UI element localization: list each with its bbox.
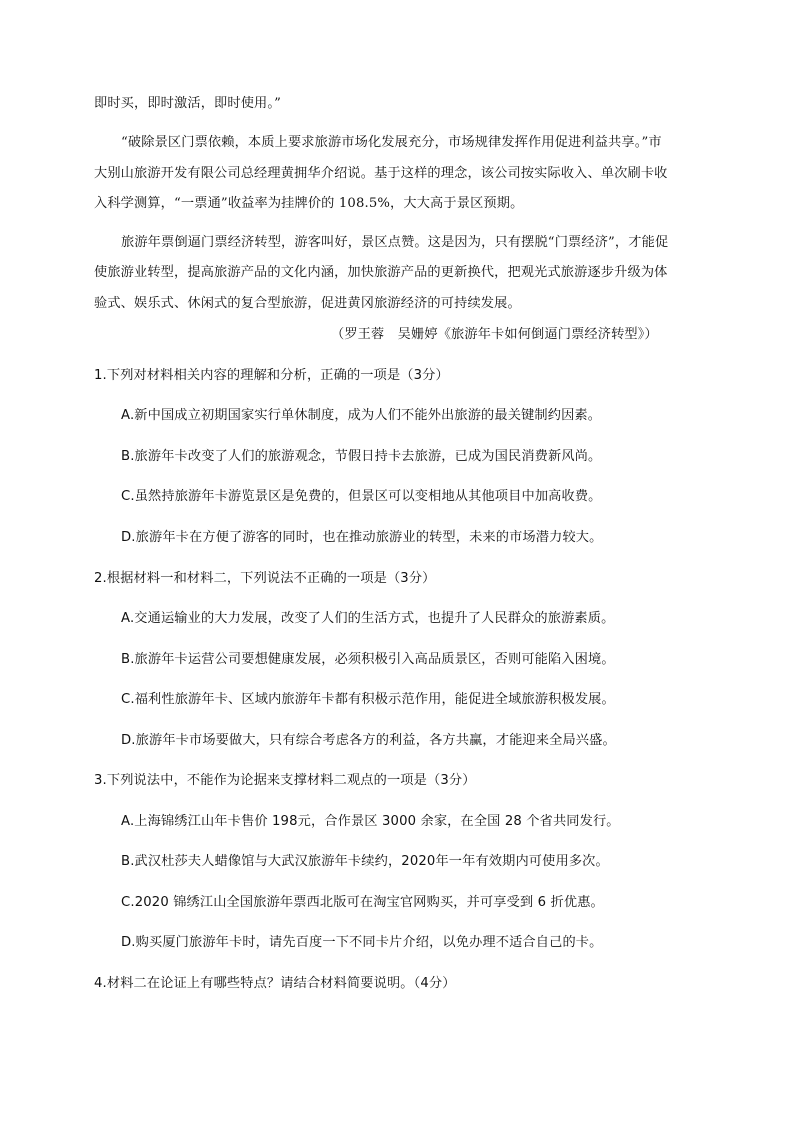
question-option: C.福利性旅游年卡、区域内旅游年卡都有积极示范作用，能促进全域旅游积极发展。 (121, 692, 615, 707)
question-option: B.武汉杜莎夫人蜡像馆与大武汉旅游年卡续约，2020年一年有效期内可使用多次。 (121, 854, 609, 869)
passage-line: 验式、娱乐式、休闲式的复合型旅游，促进黄冈旅游经济的可持续发展。 (94, 296, 521, 311)
passage-line: “破除景区门票依赖，本质上要求旅游市场化发展充分，市场规律发挥作用促进利益共享。”市 (121, 135, 662, 150)
passage-line: 大别山旅游开发有限公司总经理黄拥华介绍说。基于这样的理念，该公司按实际收入、单次刷卡收 (94, 166, 668, 181)
question-option: C.2020 锦绣江山全国旅游年票西北版可在淘宝官网购买，并可享受到 6 折优惠。 (121, 895, 604, 910)
question-option: C.虽然持旅游年卡游览景区是免费的，但景区可以变相地从其他项目中加高收费。 (121, 489, 602, 504)
question-stem: 4.材料二在论证上有哪些特点？请结合材料简要说明。（4分） (94, 976, 456, 991)
question-option: D.旅游年卡市场要做大，只有综合考虑各方的利益，各方共赢，才能迎来全局兴盛。 (121, 733, 616, 748)
question-option: A.新中国成立初期国家实行单休制度，成为人们不能外出旅游的最关键制约因素。 (121, 408, 602, 423)
question-option: D.旅游年卡在方便了游客的同时，也在推动旅游业的转型，未来的市场潜力较大。 (121, 530, 603, 545)
question-stem: 2.根据材料一和材料二，下列说法不正确的一项是（3分） (94, 571, 436, 586)
passage-line: 即时买，即时激活，即时使用。” (94, 96, 282, 111)
question-option: B.旅游年卡改变了人们的旅游观念，节假日持卡去旅游，已成为国民消费新风尚。 (121, 449, 602, 464)
source-citation: （罗王蓉 吴姗婷《旅游年卡如何倒逼门票经济转型》） (331, 327, 658, 342)
question-option: A.交通运输业的大力发展，改变了人们的生活方式，也提升了人民群众的旅游素质。 (121, 611, 615, 626)
question-option: A.上海锦绣江山年卡售价 198元，合作景区 3000 余家，在全国 28 个省共同发行。 (121, 814, 620, 829)
question-stem: 1.下列对材料相关内容的理解和分析，正确的一项是（3分） (94, 368, 449, 383)
passage-line: 使旅游业转型，提高旅游产品的文化内涵，加快旅游产品的更新换代，把观光式旅游逐步升级为体 (94, 265, 668, 280)
question-stem: 3.下列说法中，不能作为论据来支撑材料二观点的一项是（3分） (94, 773, 476, 788)
passage-line: 旅游年票倒逼门票经济转型，游客叫好，景区点赞。这是因为，只有摆脱“门票经济”，才能促 (121, 235, 669, 250)
passage-line: 入科学测算，“一票通”收益率为挂牌价的 108.5%，大大高于景区预期。 (94, 196, 524, 211)
question-option: B.旅游年卡运营公司要想健康发展，必须积极引入高品质景区，否则可能陷入困境。 (121, 652, 615, 667)
question-option: D.购买厦门旅游年卡时，请先百度一下不同卡片介绍，以免办理不适合自己的卡。 (121, 935, 603, 950)
